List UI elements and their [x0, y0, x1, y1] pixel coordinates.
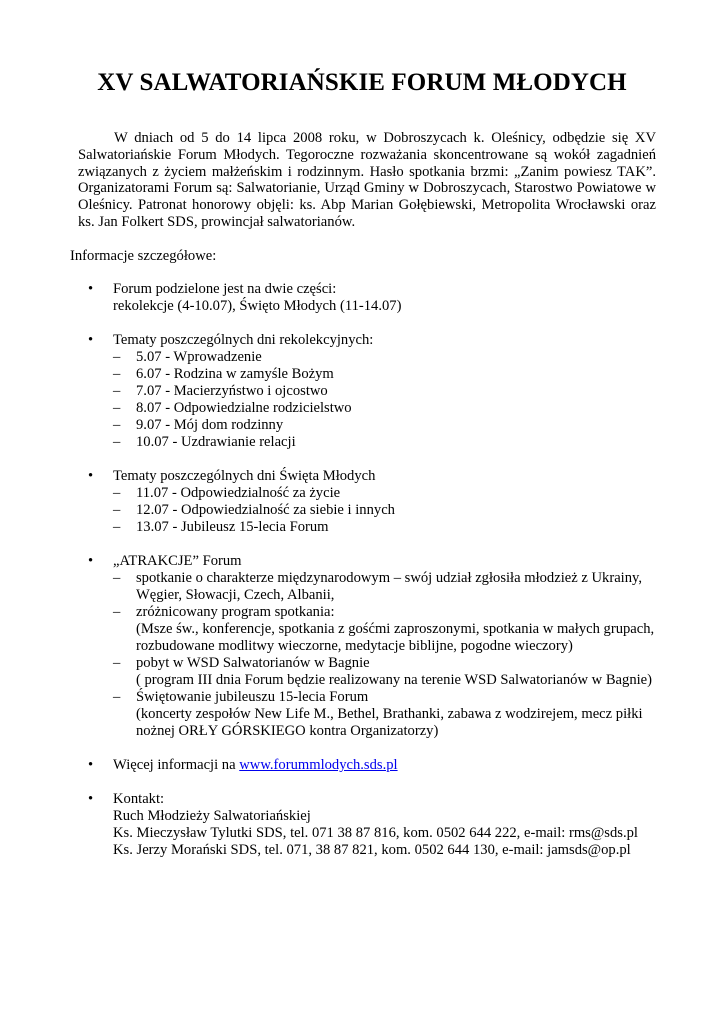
list-item — [113, 502, 668, 519]
attraction-detail: (Msze św., konferencje, spotkania z gośćmi zaproszonymi, spotkania w małych grupach, rozbudowane modlitwy wieczorne, medytacje biblijne, pogodne wieczory) — [136, 621, 655, 654]
intro-paragraph: W dniach od 5 do 14 lipca 2008 roku, w Dobroszycach k. Oleśnicy, odbędzie się XV Salwatoriańskie Forum Młodych. Tegoroczne rozważania skoncentrowane są wokół zagadnień związanych z życiem małżeńskim i rodzinnym. Hasło spotkania brzmi: „Zanim powiesz TAK”. Organizatorami Forum są: Salwatorianie, Urząd Gminy w Dobroszycach, Starostwo Powiatowe w Oleśnicy. Patronat honorowy objęli: ks. Abp Marian Gołębiewski, Metropolita Wrocławski oraz ks. Jan Folkert SDS, prowincjał salwatorianów. — [78, 130, 656, 230]
dash-marker: – — [113, 689, 121, 705]
list-item — [113, 383, 668, 400]
bullet-dot: • — [88, 791, 94, 807]
more-info-text: Więcej informacji na — [113, 757, 240, 773]
list-item — [113, 689, 668, 740]
contact-heading: Kontakt: — [113, 791, 165, 807]
list-item — [113, 400, 668, 417]
bullet-dot: • — [88, 468, 94, 484]
website-link[interactable]: www.forummlodych.sds.pl — [239, 757, 398, 773]
list-item-text: 12.07 - Odpowiedzialność za siebie i innych — [136, 502, 395, 518]
dash-marker: – — [113, 519, 121, 535]
list-item-text: 6.07 - Rodzina w zamyśle Bożym — [136, 366, 334, 382]
attraction-text: spotkanie o charakterze międzynarodowym – swój udział zgłosiła młodzież z Ukrainy, Węgier, Słowacji, Czech, Albanii, — [136, 570, 643, 603]
dash-marker: – — [113, 485, 121, 501]
attractions-list — [113, 570, 668, 740]
attraction-detail: (koncerty zespołów New Life M., Bethel, Brathanki, zabawa z wodzirejem, mecz piłki nożnej ORŁY GÓRSKIEGO kontra Organizatorzy) — [136, 706, 643, 739]
attraction-text: pobyt w WSD Salwatorianów w Bagnie — [136, 655, 370, 671]
retreat-topics-heading: Tematy poszczególnych dni rekolekcyjnych: — [113, 332, 374, 348]
dash-marker: – — [113, 434, 121, 450]
list-item — [113, 655, 668, 689]
list-item — [113, 485, 668, 502]
bullet-dot: • — [88, 281, 94, 297]
dash-marker: – — [113, 400, 121, 416]
contact-organization: Ruch Młodzieży Salwatoriańskiej — [113, 808, 311, 824]
dash-marker: – — [113, 366, 121, 382]
dash-marker: – — [113, 604, 121, 620]
dash-marker: – — [113, 502, 121, 518]
list-item-text: 8.07 - Odpowiedzialne rodzicielstwo — [136, 400, 352, 416]
list-item-text: 5.07 - Wprowadzenie — [136, 349, 262, 365]
dash-marker: – — [113, 417, 121, 433]
list-item-text: 9.07 - Mój dom rodzinny — [136, 417, 284, 433]
list-item-text: 13.07 - Jubileusz 15-lecia Forum — [136, 519, 329, 535]
dash-marker: – — [113, 383, 121, 399]
retreat-topics-list — [113, 349, 668, 451]
attraction-text: zróżnicowany program spotkania: — [136, 604, 335, 620]
dash-marker: – — [113, 349, 121, 365]
list-item — [113, 417, 668, 434]
list-item — [113, 349, 668, 366]
list-item — [113, 570, 668, 604]
bullet-dot: • — [88, 332, 94, 348]
list-item — [113, 366, 668, 383]
attractions-heading: „ATRAKCJE” Forum — [113, 553, 242, 569]
youth-topics-heading: Tematy poszczególnych dni Święta Młodych — [113, 468, 376, 484]
youth-topics-list — [113, 485, 668, 536]
contact-person-2: Ks. Jerzy Morański SDS, tel. 071, 38 87 821, kom. 0502 644 130, e-mail: jamsds@op.pl — [113, 842, 631, 858]
attraction-text: Świętowanie jubileuszu 15-lecia Forum — [136, 689, 369, 705]
bullet-dot: • — [88, 553, 94, 569]
list-item — [113, 604, 668, 655]
list-item — [113, 519, 668, 536]
dash-marker: – — [113, 570, 121, 586]
dash-marker: – — [113, 655, 121, 671]
details-heading: Informacje szczegółowe: — [70, 248, 217, 264]
attraction-detail: ( program III dnia Forum będzie realizowany na terenie WSD Salwatorianów w Bagnie) — [136, 672, 653, 688]
list-item-text: 7.07 - Macierzyństwo i ojcostwo — [136, 383, 328, 399]
list-item-text: 11.07 - Odpowiedzialność za życie — [136, 485, 341, 501]
forum-parts-line: rekolekcje (4-10.07), Święto Młodych (11-14.07) — [113, 298, 402, 314]
list-item — [113, 434, 668, 451]
document-title: XV SALWATORIAŃSKIE FORUM MŁODYCH — [97, 69, 627, 96]
forum-parts-heading: Forum podzielone jest na dwie części: — [113, 281, 337, 297]
bullet-dot: • — [88, 757, 94, 773]
list-item-text: 10.07 - Uzdrawianie relacji — [136, 434, 296, 450]
contact-person-1: Ks. Mieczysław Tylutki SDS, tel. 071 38 87 816, kom. 0502 644 222, e-mail: rms@sds.pl — [113, 825, 638, 841]
